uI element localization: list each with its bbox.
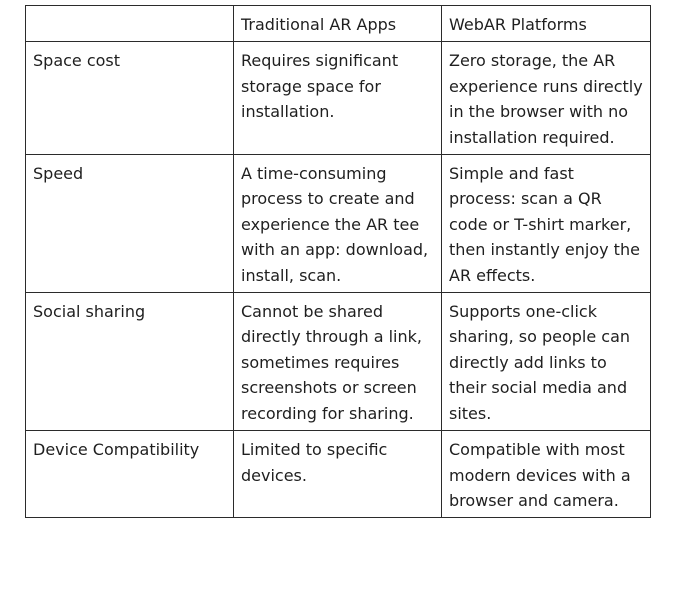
comparison-table xyxy=(25,5,651,518)
feature-cell: Device Compatibility xyxy=(26,431,234,518)
webar-cell: Compatible with most modern devices with a browser and camera. xyxy=(442,431,651,518)
feature-cell: Speed xyxy=(26,155,234,293)
webar-cell: Simple and fast process: scan a QR code or T-shirt marker, then instantly enjoy the AR effects. xyxy=(442,155,651,293)
table-row xyxy=(26,431,651,518)
header-cell-empty xyxy=(26,6,234,42)
webar-cell: Zero storage, the AR experience runs directly in the browser with no installation required. xyxy=(442,42,651,155)
traditional-cell: Requires significant storage space for installation. xyxy=(234,42,442,155)
traditional-cell: A time-consuming process to create and experience the AR tee with an app: download, install, scan. xyxy=(234,155,442,293)
table-row xyxy=(26,293,651,431)
header-cell-traditional: Traditional AR Apps xyxy=(234,6,442,42)
feature-cell: Space cost xyxy=(26,42,234,155)
traditional-cell: Limited to specific devices. xyxy=(234,431,442,518)
feature-cell: Social sharing xyxy=(26,293,234,431)
table-header-row xyxy=(26,6,651,42)
table-row xyxy=(26,155,651,293)
header-cell-webar: WebAR Platforms xyxy=(442,6,651,42)
table-row xyxy=(26,42,651,155)
webar-cell: Supports one-click sharing, so people can directly add links to their social media and sites. xyxy=(442,293,651,431)
traditional-cell: Cannot be shared directly through a link, sometimes requires screenshots or screen recording for sharing. xyxy=(234,293,442,431)
